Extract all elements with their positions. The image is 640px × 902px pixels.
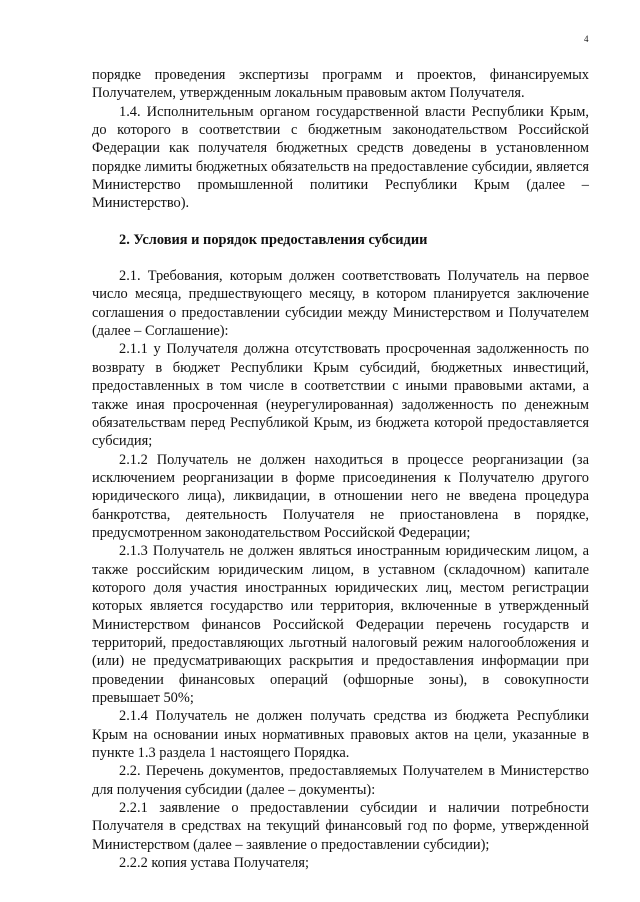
paragraph-2-1-3: 2.1.3 Получатель не должен являться иностранным юридическим лицом, а также российским юридическим лицом, в уставном (складочном) капитале которого доля участия иностранных юридических лиц, местом регистрации которых является государство или территория, включенные в утвержденный Министерством финансов Российской Федерации перечень государств и территорий, предоставляющих льготный налоговый режим налогообложения и (или) не предусматривающих раскрытия и предоставления информации при проведении финансовых операций (офшорные зоны), в совокупности превышает 50%; [92,543,589,706]
document-body [92,66,589,872]
paragraph-2-1: 2.1. Требования, которым должен соответствовать Получатель на первое число месяца, предшествующего месяцу, в котором планируется заключение соглашения о предоставлении субсидии между Министерством и Получателем (далее – Соглашение): [92,268,589,340]
paragraph-1-4: 1.4. Исполнительным органом государственной власти Республики Крым, до которого в соответствии с бюджетным законодательством Российской Федерации как получателя бюджетных средств доведены в установленном порядке лимиты бюджетных обязательств на предоставление субсидии, является Министерство промышленной политики Республики Крым (далее – Министерство). [92,103,589,212]
paragraph-2-1-1: 2.1.1 у Получателя должна отсутствовать просроченная задолженность по возврату в бюджет Республики Крым субсидий, бюджетных инвестиций, предоставленных в том числе в соответствии с иными правовыми актами, а также иная просроченная (неурегулированная) задолженность по денежным обязательствам перед Республикой Крым, из бюджета которой предоставляется субсидия; [92,341,589,450]
paragraph-2-2: 2.2. Перечень документов, предоставляемых Получателем в Министерство для получения субсидии (далее – документы): [92,763,589,798]
paragraph-2-1-2: 2.1.2 Получатель не должен находиться в процессе реорганизации (за исключением реорганизации в форме присоединения к Получателю другого юридического лица), ликвидации, в отношении него не введена процедура банкротства, деятельность Получателя не приостановлена в порядке, предусмотренном законодательством Российской Федерации; [92,451,589,541]
paragraph-2-2-1: 2.2.1 заявление о предоставлении субсидии и наличии потребности Получателя в средствах на текущий финансовый год по форме, утвержденной Министерством (далее – заявление о предоставлении субсидии); [92,800,589,853]
paragraph-2-2-2: 2.2.2 копия устава Получателя; [119,855,309,872]
section-2-heading: 2. Условия и порядок предоставления субсидии [119,231,428,248]
page-number: 4 [584,34,589,44]
paragraph-continuation: порядке проведения экспертизы программ и проектов, финансируемых Получателем, утвержденным локальным правовым актом Получателя. [92,67,589,102]
paragraph-2-1-4: 2.1.4 Получатель не должен получать средства из бюджета Республики Крым на основании иных нормативных правовых актов на цели, указанные в пункте 1.3 раздела 1 настоящего Порядка. [92,708,589,762]
